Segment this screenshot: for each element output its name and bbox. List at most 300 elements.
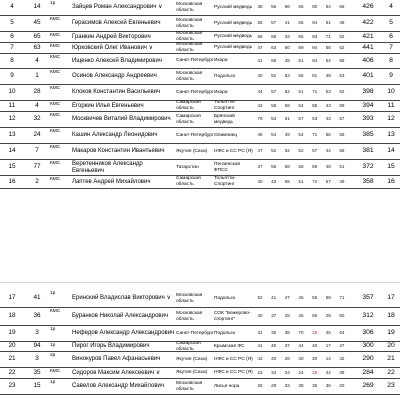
series-score: 36: [312, 383, 318, 389]
series-score: 37: [284, 343, 290, 349]
place-cell: 11: [8, 101, 16, 109]
series-score: 54: [325, 57, 331, 63]
sport-rank-cell: 2р: [50, 353, 56, 358]
series-score: 28: [284, 313, 290, 319]
table-row: [0, 16, 400, 32]
series-score: 45: [284, 57, 290, 63]
final-place-cell: 15: [387, 163, 395, 171]
place-cell: 21: [8, 355, 16, 363]
series-scores: [254, 34, 354, 40]
series-score: 54: [271, 132, 277, 138]
series-score: 58: [271, 164, 277, 170]
region-cell: Московская область: [176, 42, 203, 53]
series-score: 69: [298, 44, 304, 50]
series-score: 55: [257, 20, 263, 26]
final-place-cell: 17: [387, 294, 395, 302]
region-cell: Самарская область: [176, 113, 201, 125]
bib-number-cell: 28: [33, 88, 41, 96]
region-cell: Московская область: [176, 70, 203, 82]
table-row: [0, 308, 400, 326]
series-score: 47: [284, 295, 290, 301]
sport-rank-cell: КМС: [50, 102, 61, 107]
total-score-cell: 421: [362, 32, 374, 40]
series-score: 56: [325, 132, 331, 138]
sport-rank-cell: 1р: [50, 1, 56, 6]
team-cell: Брянский медведь: [214, 113, 235, 125]
sport-rank-cell: КМС: [50, 70, 61, 75]
table-row: [0, 352, 400, 368]
series-score: 28: [271, 383, 277, 389]
table-row: [0, 128, 400, 144]
series-score: 25: [312, 369, 318, 375]
place-cell: 19: [8, 329, 16, 337]
series-scores: [254, 179, 354, 185]
series-scores: [254, 164, 354, 170]
series-score: 30: [312, 356, 318, 362]
series-score: 33: [284, 383, 290, 389]
series-score: 51: [284, 116, 290, 122]
bib-number-cell: 45: [33, 19, 41, 27]
series-score: 59: [312, 164, 318, 170]
table-row: [0, 160, 400, 176]
series-score: 36: [325, 383, 331, 389]
series-score: 46: [271, 343, 277, 349]
series-score: 28: [325, 313, 331, 319]
series-score: 55: [298, 73, 304, 79]
series-score: 23: [257, 369, 263, 375]
athlete-name-cell: Винокуров Павел Афанасьевич: [72, 356, 161, 362]
team-cell: Русский медведь: [214, 45, 253, 51]
bib-number-cell: 7: [35, 147, 39, 155]
series-score: 52: [339, 89, 345, 95]
series-score: 58: [271, 57, 277, 63]
total-score-cell: 357: [362, 294, 374, 302]
series-score: 64: [339, 330, 345, 336]
series-score: 85: [312, 102, 318, 108]
series-score: 56: [298, 4, 304, 10]
series-score: 38: [257, 4, 263, 10]
total-score-cell: 381: [362, 147, 374, 155]
table-row: [0, 54, 400, 69]
place-cell: 6: [10, 32, 14, 40]
sport-rank-cell: КМС: [50, 44, 61, 49]
total-score-cell: 284: [362, 368, 374, 376]
place-cell: 9: [10, 72, 14, 80]
series-score: 41: [284, 20, 290, 26]
region-cell: Самарская область: [176, 176, 201, 187]
region-cell: Санкт-Петербург: [176, 330, 214, 336]
series-score: 57: [298, 116, 304, 122]
series-scores: [254, 370, 354, 376]
final-place-cell: 21: [387, 355, 395, 363]
series-scores: [254, 4, 354, 10]
series-score: 93: [312, 33, 318, 39]
series-score: 37: [271, 313, 277, 319]
bib-number-cell: 36: [33, 312, 41, 320]
series-score: 69: [325, 295, 331, 301]
region-cell: Санкт-Петербург: [176, 89, 214, 95]
sport-rank-cell: 1р: [50, 327, 56, 332]
final-place-cell: 20: [387, 342, 395, 350]
region-cell: Московская область: [176, 310, 203, 322]
series-scores: [254, 313, 354, 319]
final-place-cell: 13: [387, 131, 395, 139]
series-score: 47: [339, 343, 345, 349]
athlete-name-cell: Клоков Константин Васильевич: [72, 89, 161, 95]
final-place-cell: 14: [387, 147, 395, 155]
series-score: 94: [312, 44, 318, 50]
series-score: 53: [284, 73, 290, 79]
series-scores: [254, 73, 354, 79]
sport-rank-cell: КМС: [50, 177, 61, 182]
region-cell: Московская область: [176, 292, 203, 304]
athlete-name-cell: Гранкин Андрей Викторович: [72, 33, 151, 40]
series-score: 25: [312, 330, 318, 336]
bib-number-cell: 35: [33, 368, 41, 376]
series-score: 52: [298, 148, 304, 154]
place-cell: 14: [8, 147, 16, 155]
series-score: 17: [325, 343, 331, 349]
series-score: 60: [284, 44, 290, 50]
series-score: 46: [257, 132, 263, 138]
place-cell: 16: [8, 177, 16, 185]
page-separator: [0, 282, 400, 283]
place-cell: 13: [8, 131, 16, 139]
total-score-cell: 393: [362, 115, 374, 123]
bib-number-cell: 15: [33, 382, 41, 390]
final-place-cell: 8: [389, 56, 393, 64]
team-cell: Олимпиец: [214, 132, 238, 138]
series-score: 38: [298, 383, 304, 389]
series-score: 43: [325, 102, 331, 108]
total-score-cell: 394: [362, 101, 374, 109]
series-scores: [254, 383, 354, 389]
series-score: 49: [284, 132, 290, 138]
series-score: 65: [298, 20, 304, 26]
total-score-cell: 398: [362, 88, 374, 96]
sport-rank-cell: КМС: [50, 161, 61, 166]
table-row: [0, 176, 400, 189]
series-score: 47: [257, 148, 263, 154]
series-score: 57: [312, 148, 318, 154]
series-score: 90: [312, 4, 318, 10]
series-score: 34: [284, 33, 290, 39]
series-score: 41: [257, 343, 263, 349]
series-score: 45: [298, 313, 304, 319]
region-cell: Самарская область: [176, 340, 201, 352]
athlete-name-cell: Зайцев Роман Александрович ∨: [72, 4, 163, 10]
sport-rank-cell: КМС: [50, 129, 61, 134]
series-score: 43: [325, 116, 331, 122]
total-score-cell: 406: [362, 56, 374, 64]
bib-number-cell: 63: [33, 43, 41, 51]
final-place-cell: 18: [387, 312, 395, 320]
series-score: 58: [271, 33, 277, 39]
final-place-cell: 9: [389, 72, 393, 80]
athlete-name-cell: Савелов Александр Михайлович: [72, 383, 164, 389]
bib-number-cell: 94: [33, 342, 41, 350]
team-cell: НФС и СС РС (Я): [214, 148, 253, 154]
bib-number-cell: 4: [35, 56, 39, 64]
total-score-cell: 290: [362, 355, 374, 363]
total-score-cell: 269: [362, 382, 374, 390]
team-cell: Тольятти-Спортинг: [214, 176, 236, 187]
sport-rank-cell: КМС: [50, 17, 61, 22]
athlete-name-cell: Осинов Александр Андреевич: [72, 73, 157, 79]
series-score: 71: [312, 89, 318, 95]
total-score-cell: 300: [362, 342, 374, 350]
series-score: 53: [312, 116, 318, 122]
series-score: 41: [271, 295, 277, 301]
series-score: 20: [339, 383, 345, 389]
series-score: 57: [271, 20, 277, 26]
series-score: 56: [325, 44, 331, 50]
total-score-cell: 358: [362, 177, 374, 185]
region-cell: Санкт-Петербург: [176, 58, 214, 64]
team-cell: НФС и СС РС (Я): [214, 356, 253, 362]
bib-number-cell: 14: [33, 3, 41, 11]
team-cell: Русский медведь: [214, 20, 253, 26]
final-place-cell: 11: [387, 101, 395, 109]
table-row: [0, 379, 400, 395]
series-score: 44: [325, 369, 331, 375]
series-score: 52: [339, 44, 345, 50]
final-place-cell: 7: [389, 43, 393, 51]
total-score-cell: 385: [362, 131, 374, 139]
results-table-bottom: [0, 290, 400, 395]
place-cell: 15: [8, 163, 16, 171]
series-score: 40: [271, 356, 277, 362]
athlete-name-cell: Егоркин Илья Евгеньевич: [72, 102, 144, 109]
table-row: [0, 326, 400, 342]
series-scores: [254, 148, 354, 154]
series-scores: [254, 20, 354, 26]
series-scores: [254, 116, 354, 122]
series-score: 58: [284, 102, 290, 108]
series-scores: [254, 132, 354, 138]
sport-rank-cell: КМС: [50, 33, 61, 38]
series-score: 64: [325, 4, 331, 10]
table-row: [0, 69, 400, 85]
place-cell: 4: [10, 3, 14, 11]
series-score: 40: [257, 178, 263, 184]
table-row: [0, 342, 400, 352]
bib-number-cell: 32: [33, 115, 41, 123]
series-score: 34: [271, 369, 277, 375]
series-score: 71: [339, 295, 345, 301]
region-cell: Якутия (Саха): [176, 148, 208, 154]
sport-rank-cell: 1р: [50, 380, 56, 385]
series-score: 55: [312, 295, 318, 301]
series-score: 40: [257, 73, 263, 79]
series-score: 31: [257, 330, 263, 336]
region-cell: Якутия (Саха): [176, 356, 208, 362]
bib-number-cell: 3: [35, 355, 39, 363]
region-cell: Якутия (Саха): [176, 370, 208, 376]
place-cell: 12: [8, 115, 16, 123]
place-cell: 20: [8, 342, 16, 350]
place-cell: 7: [10, 43, 14, 51]
region-cell: Московская область: [176, 1, 203, 13]
region-cell: Московская область: [176, 17, 203, 29]
series-score: 42: [339, 356, 345, 362]
final-place-cell: 19: [387, 329, 395, 337]
series-scores: [254, 89, 354, 95]
final-place-cell: 6: [389, 32, 393, 40]
series-score: 51: [339, 164, 345, 170]
series-score: 53: [325, 89, 331, 95]
bib-number-cell: 65: [33, 32, 41, 40]
series-score: 53: [339, 73, 345, 79]
series-score: 24: [298, 369, 304, 375]
series-score: 70: [298, 330, 304, 336]
athlete-name-cell: Нефедов Александр Александрович: [72, 330, 175, 336]
series-scores: [254, 45, 354, 51]
series-score: 94: [312, 57, 318, 63]
series-score: 55: [298, 33, 304, 39]
table-row: [0, 144, 400, 160]
final-place-cell: 22: [387, 368, 395, 376]
series-scores: [254, 330, 354, 336]
series-score: 44: [298, 343, 304, 349]
series-score: 54: [298, 102, 304, 108]
athlete-name-cell: Лаптев Андрей Михайлович: [72, 178, 151, 185]
series-score: 58: [271, 102, 277, 108]
series-score: 81: [312, 73, 318, 79]
series-score: 52: [339, 33, 345, 39]
series-score: 51: [298, 57, 304, 63]
series-score: 42: [257, 356, 263, 362]
team-cell: НФС и СС РС (Я): [214, 370, 253, 376]
bib-number-cell: 24: [33, 131, 41, 139]
athlete-name-cell: Ищенко Алексей Владимирович: [72, 57, 162, 64]
team-cell: Икора: [214, 58, 228, 64]
bib-number-cell: 3: [35, 329, 39, 337]
series-score: 41: [257, 57, 263, 63]
series-score: 55: [284, 178, 290, 184]
athlete-name-cell: Москвичев Виталий Владимирович: [72, 116, 171, 122]
series-score: 14: [325, 356, 331, 362]
final-place-cell: 16: [387, 177, 395, 185]
series-score: 56: [284, 4, 290, 10]
series-score: 52: [271, 148, 277, 154]
bib-number-cell: 4: [35, 101, 39, 109]
table-row: [0, 290, 400, 308]
series-score: 49: [339, 20, 345, 26]
series-score: 44: [257, 89, 263, 95]
sport-rank-cell: 1р: [50, 291, 56, 296]
series-score: 52: [257, 295, 263, 301]
series-score: 58: [257, 33, 263, 39]
sport-rank-cell: КМС: [50, 55, 61, 60]
series-score: 58: [284, 164, 290, 170]
region-cell: Самарская область: [176, 100, 201, 111]
series-scores: [254, 58, 354, 64]
athlete-name-cell: Макаров Константин Ивантьевич: [72, 148, 165, 154]
sport-rank-cell: КМС: [50, 145, 61, 150]
series-score: 53: [271, 116, 277, 122]
series-scores: [254, 343, 354, 349]
series-score: 35: [271, 330, 277, 336]
team-cell: Лисья нора: [214, 383, 240, 389]
athlete-name-cell: Юрковский Олег Иванович ∨: [72, 44, 153, 51]
series-score: 57: [325, 178, 331, 184]
series-score: 62: [284, 89, 290, 95]
series-score: 54: [298, 132, 304, 138]
final-place-cell: 4: [389, 3, 393, 11]
sport-rank-cell: 1р: [50, 343, 56, 348]
series-score: 49: [325, 164, 331, 170]
team-cell: Русский медведь: [214, 4, 253, 10]
series-score: 66: [312, 313, 318, 319]
final-place-cell: 12: [387, 115, 395, 123]
series-scores: [254, 295, 354, 301]
series-score: 51: [298, 178, 304, 184]
series-score: 72: [312, 178, 318, 184]
team-cell: Подольск: [214, 73, 236, 79]
series-score: 52: [271, 73, 277, 79]
series-score: 49: [339, 178, 345, 184]
place-cell: 10: [8, 88, 16, 96]
total-score-cell: 306: [362, 329, 374, 337]
sport-rank-cell: КМС: [50, 113, 61, 118]
series-score: 40: [257, 313, 263, 319]
series-score: 51: [298, 89, 304, 95]
region-cell: Татарстан: [176, 164, 199, 170]
athlete-name-cell: Герасимов Алексей Евгеньевич: [72, 20, 161, 26]
sport-rank-cell: КМС: [50, 309, 61, 314]
table-row: [0, 85, 400, 101]
final-place-cell: 23: [387, 382, 395, 390]
place-cell: 23: [8, 382, 16, 390]
series-score: 24: [284, 369, 290, 375]
total-score-cell: 441: [362, 43, 374, 51]
series-score: 56: [339, 148, 345, 154]
athlete-name-cell: Еринский Владислав Викторович ∨: [72, 295, 171, 301]
series-scores: [254, 103, 354, 109]
series-score: 94: [312, 20, 318, 26]
table-row: [0, 112, 400, 128]
athlete-name-cell: Сидоров Максим Алексеевич ∨: [72, 369, 161, 376]
team-cell: Русский медведь: [214, 34, 253, 40]
series-score: 45: [298, 295, 304, 301]
final-place-cell: 5: [389, 19, 393, 27]
series-score: 61: [325, 20, 331, 26]
athlete-name-cell: Буранков Николай Александрович: [72, 313, 169, 319]
series-score: 59: [339, 102, 345, 108]
team-cell: СОК "Бежерово-спортинг": [214, 310, 251, 322]
series-score: 56: [271, 4, 277, 10]
series-score: 36: [284, 330, 290, 336]
region-cell: Московская область: [176, 380, 203, 392]
team-cell: Тольятти-Спортинг: [214, 100, 236, 111]
series-score: 58: [339, 57, 345, 63]
athlete-name-cell: Кашин Александр Леонидович: [72, 132, 158, 138]
place-cell: 18: [8, 312, 16, 320]
sport-rank-cell: КМС: [50, 86, 61, 91]
bib-number-cell: 41: [33, 294, 41, 302]
series-score: 71: [312, 132, 318, 138]
series-scores: [254, 356, 354, 362]
region-cell: Санкт-Петербург: [176, 132, 214, 138]
athlete-name-cell: Пирог Игорь Владимирович: [72, 343, 150, 349]
total-score-cell: 422: [362, 19, 374, 27]
series-score: 57: [339, 116, 345, 122]
team-cell: Крымская ФС: [214, 343, 245, 349]
series-score: 38: [339, 369, 345, 375]
results-table-top: [0, 0, 400, 189]
total-score-cell: 401: [362, 72, 374, 80]
